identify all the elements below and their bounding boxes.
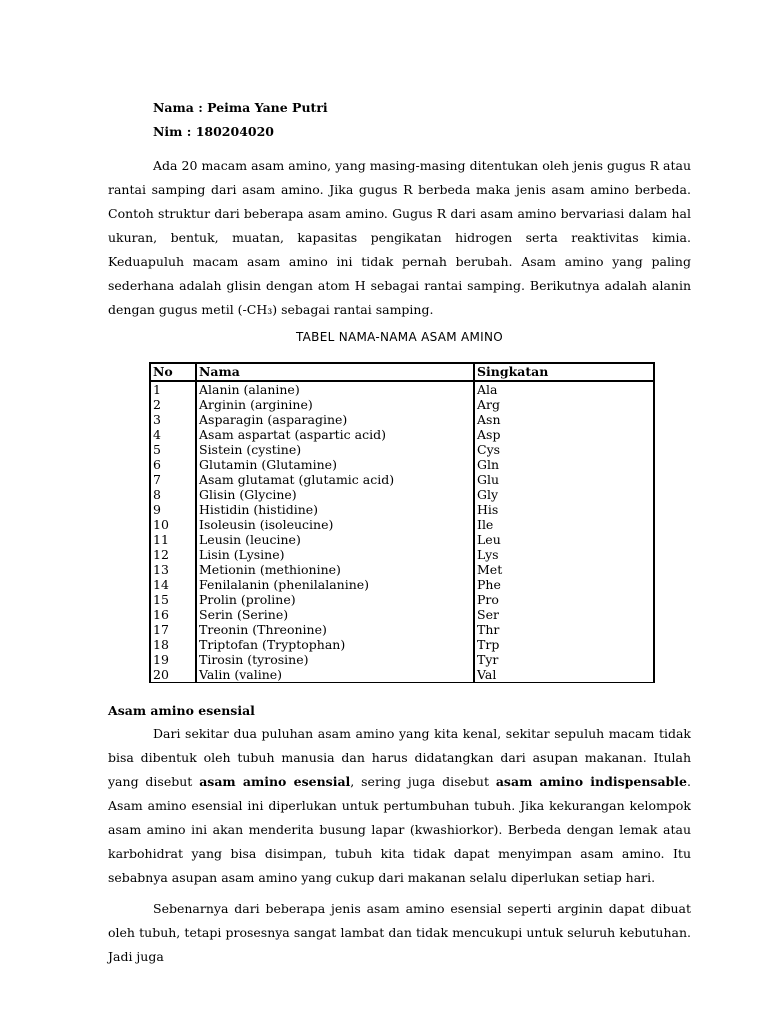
cell-singkatan: Thr [474, 622, 654, 637]
cell-nama: Tirosin (tyrosine) [196, 652, 474, 667]
table-row [150, 637, 654, 652]
cell-singkatan: Glu [474, 472, 654, 487]
term-asam-amino-esensial: asam amino esensial [199, 774, 351, 789]
cell-singkatan: Asn [474, 412, 654, 427]
cell-singkatan: Ala [474, 382, 654, 397]
table-row [150, 427, 654, 442]
intro-text: Ada 20 macam asam amino, yang masing-masing ditentukan oleh jenis gugus R atau rantai samping dari asam amino. Jika gugus R berbeda maka jenis asam amino berbeda. Contoh struktur dari beberapa asam amino. Gugus R dari asam amino bervariasi dalam hal ukuran, bentuk, muatan, kapasitas pengikatan hidrogen serta reaktivitas kimia. Keduapuluh macam asam amino ini tidak pernah berubah. Asam amino yang paling sederhana adalah glisin dengan atom H sebagai rantai samping. Berikutnya adalah alanin dengan gugus metil (-CH₃) sebagai rantai samping. [108, 158, 691, 317]
cell-singkatan: Pro [474, 592, 654, 607]
cell-singkatan: Met [474, 562, 654, 577]
cell-no: 14 [150, 577, 196, 592]
cell-nama: Metionin (methionine) [196, 562, 474, 577]
header-singkatan: Singkatan [474, 363, 654, 382]
cell-nama: Lisin (Lysine) [196, 547, 474, 562]
student-name: Nama : Peima Yane Putri [153, 100, 328, 115]
cell-no: 16 [150, 607, 196, 622]
cell-no: 1 [150, 382, 196, 397]
cell-no: 2 [150, 397, 196, 412]
amino-acid-table [149, 362, 655, 683]
cell-singkatan: Ile [474, 517, 654, 532]
cell-no: 10 [150, 517, 196, 532]
cell-nama: Asam aspartat (aspartic acid) [196, 427, 474, 442]
table-row [150, 472, 654, 487]
cell-no: 13 [150, 562, 196, 577]
cell-nama: Leusin (leucine) [196, 532, 474, 547]
student-nim: Nim : 180204020 [153, 124, 274, 139]
cell-no: 4 [150, 427, 196, 442]
essential-paragraph [108, 722, 691, 890]
header-no: No [150, 363, 196, 382]
table-row [150, 622, 654, 637]
table-row [150, 412, 654, 427]
cell-nama: Isoleusin (isoleucine) [196, 517, 474, 532]
cell-nama: Prolin (proline) [196, 592, 474, 607]
cell-singkatan: Arg [474, 397, 654, 412]
cell-singkatan: Phe [474, 577, 654, 592]
cell-no: 8 [150, 487, 196, 502]
cell-no: 3 [150, 412, 196, 427]
table-header-row [150, 363, 654, 382]
cell-nama: Histidin (histidine) [196, 502, 474, 517]
cell-nama: Valin (valine) [196, 667, 474, 682]
table-row [150, 577, 654, 592]
cell-singkatan: Cys [474, 442, 654, 457]
cell-nama: Alanin (alanine) [196, 382, 474, 397]
cell-singkatan: His [474, 502, 654, 517]
cell-no: 6 [150, 457, 196, 472]
table-row [150, 547, 654, 562]
table-row [150, 562, 654, 577]
table-row [150, 607, 654, 622]
essential-text-d: . Asam amino esensial ini diperlukan untuk pertumbuhan tubuh. Jika kekurangan kelompok asam amino ini akan menderita busung lapar (kwashiorkor). Berbeda dengan lemak atau karbohidrat yang bisa disimpan, tubuh kita tidak dapat menyimpan asam amino. Itu sebabnya asupan asam amino yang cukup dari makanan selalu diperlukan setiap hari. [108, 774, 691, 885]
cell-nama: Sistein (cystine) [196, 442, 474, 457]
cell-singkatan: Tyr [474, 652, 654, 667]
cell-no: 19 [150, 652, 196, 667]
student-identity [153, 96, 328, 144]
cell-nama: Triptofan (Tryptophan) [196, 637, 474, 652]
continuation-paragraph [108, 897, 691, 969]
cell-singkatan: Gln [474, 457, 654, 472]
cell-no: 20 [150, 667, 196, 682]
table-body [150, 382, 654, 682]
cell-no: 11 [150, 532, 196, 547]
cell-nama: Glutamin (Glutamine) [196, 457, 474, 472]
table-row [150, 457, 654, 472]
table-row [150, 667, 654, 682]
cell-nama: Glisin (Glycine) [196, 487, 474, 502]
intro-paragraph [108, 154, 691, 322]
cell-no: 7 [150, 472, 196, 487]
essential-text-c: , sering juga disebut [350, 774, 496, 789]
table-row [150, 652, 654, 667]
essential-text-a: Dari sekitar dua puluhan asam amino yang kita kenal, sekitar sepuluh macam tidak bisa dibentuk oleh tubuh manusia dan harus didatangkan dari asupan makanan. Itulah yang disebut [108, 726, 691, 789]
cell-nama: Asparagin (asparagine) [196, 412, 474, 427]
cell-singkatan: Gly [474, 487, 654, 502]
table-row [150, 397, 654, 412]
table-row [150, 487, 654, 502]
table-row [150, 532, 654, 547]
table-row [150, 517, 654, 532]
cell-nama: Serin (Serine) [196, 607, 474, 622]
cell-singkatan: Leu [474, 532, 654, 547]
cell-singkatan: Val [474, 667, 654, 682]
cell-nama: Fenilalanin (phenilalanine) [196, 577, 474, 592]
cell-singkatan: Asp [474, 427, 654, 442]
header-nama: Nama [196, 363, 474, 382]
amino-acid-table-wrapper [149, 362, 655, 683]
table-title: TABEL NAMA-NAMA ASAM AMINO [295, 330, 504, 344]
cell-no: 12 [150, 547, 196, 562]
cell-singkatan: Ser [474, 607, 654, 622]
cell-no: 5 [150, 442, 196, 457]
cell-nama: Treonin (Threonine) [196, 622, 474, 637]
table-row [150, 442, 654, 457]
table-row [150, 592, 654, 607]
cell-nama: Arginin (arginine) [196, 397, 474, 412]
cell-nama: Asam glutamat (glutamic acid) [196, 472, 474, 487]
cell-singkatan: Lys [474, 547, 654, 562]
cell-no: 9 [150, 502, 196, 517]
term-asam-amino-indispensable: asam amino indispensable [495, 774, 687, 789]
section-heading: Asam amino esensial [108, 703, 255, 718]
cell-singkatan: Trp [474, 637, 654, 652]
cell-no: 17 [150, 622, 196, 637]
table-row [150, 382, 654, 397]
table-row [150, 502, 654, 517]
cell-no: 18 [150, 637, 196, 652]
cell-no: 15 [150, 592, 196, 607]
continuation-text: Sebenarnya dari beberapa jenis asam amino esensial seperti arginin dapat dibuat oleh tubuh, tetapi prosesnya sangat lambat dan tidak mencukupi untuk seluruh kebutuhan. Jadi juga [108, 901, 691, 964]
